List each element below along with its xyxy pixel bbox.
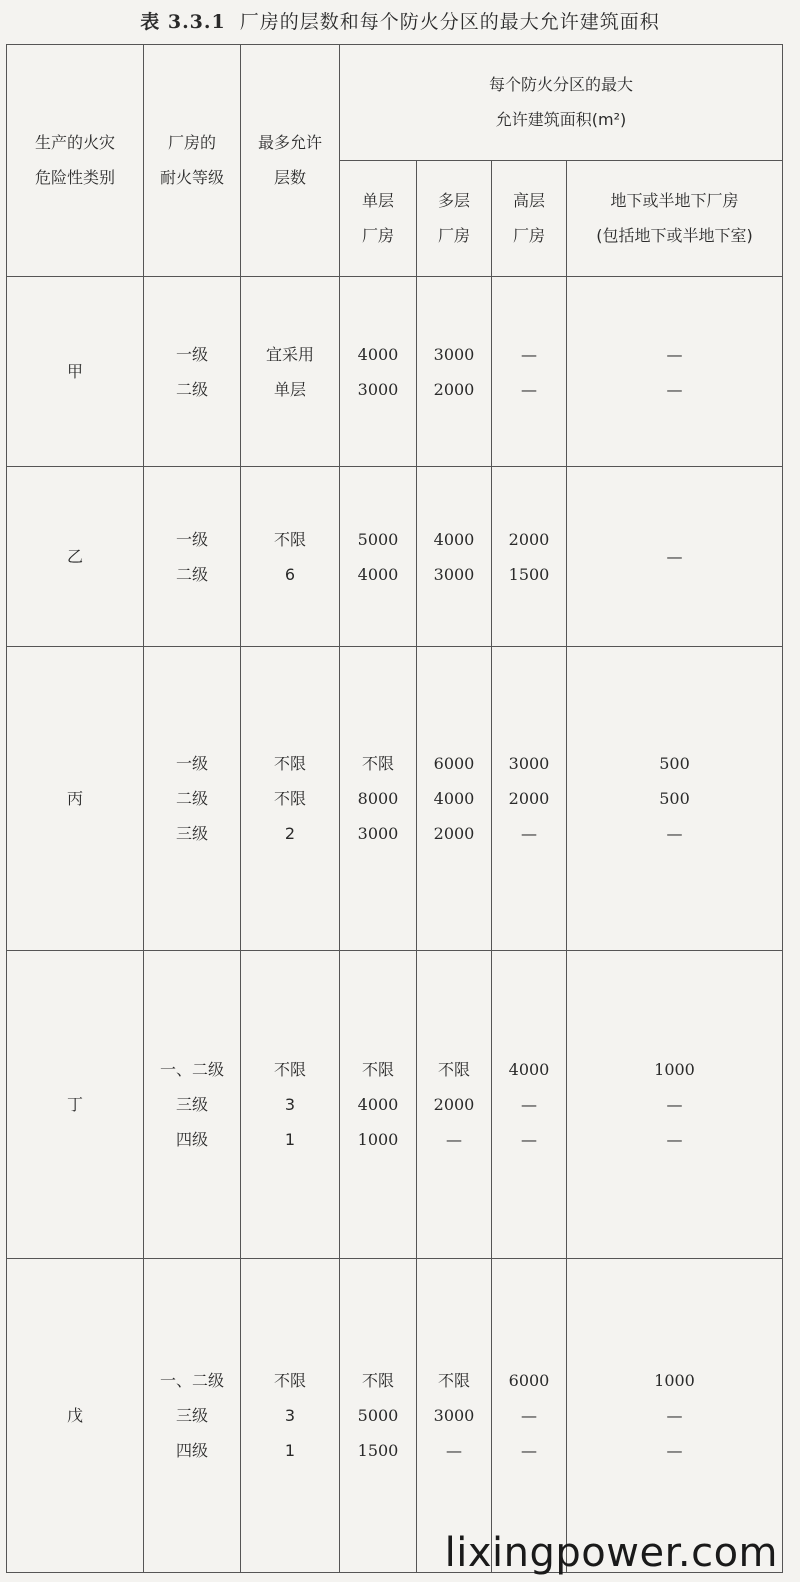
underground-cell: — — — [567, 277, 783, 467]
table-title — [0, 4, 800, 40]
max-floors-cell: 不限 3 1 — [241, 951, 340, 1259]
high-rise-cell: 2000 1500 — [492, 467, 567, 647]
hazard-cell: 丙 — [7, 647, 144, 951]
hazard-cell: 乙 — [7, 467, 144, 647]
table-row — [7, 951, 783, 1259]
high-rise-cell: 3000 2000 — — [492, 647, 567, 951]
multi-storey-cell: 3000 2000 — [417, 277, 492, 467]
fire-rating-cell: 一、二级 三级 四级 — [144, 951, 241, 1259]
underground-cell: 500 500 — — [567, 647, 783, 951]
table-number: 表 3.3.1 — [140, 11, 226, 33]
hazard-cell: 甲 — [7, 277, 144, 467]
high-rise-cell: 6000 — — — [492, 1259, 567, 1573]
table-row — [7, 647, 783, 951]
underground-cell: — — [567, 467, 783, 647]
multi-storey-cell: 不限 2000 — — [417, 951, 492, 1259]
fire-rating-cell: 一、二级 三级 四级 — [144, 1259, 241, 1573]
header-fire-rating: 厂房的 耐火等级 — [144, 45, 241, 277]
max-floors-cell: 不限 不限 2 — [241, 647, 340, 951]
header-high-rise: 高层 厂房 — [492, 161, 567, 277]
single-storey-cell: 不限 5000 1500 — [340, 1259, 417, 1573]
fire-rating-cell: 一级 二级 — [144, 277, 241, 467]
multi-storey-cell: 6000 4000 2000 — [417, 647, 492, 951]
underground-cell: 1000 — — — [567, 951, 783, 1259]
max-floors-cell: 宜采用 单层 — [241, 277, 340, 467]
single-storey-cell: 4000 3000 — [340, 277, 417, 467]
header-single-storey: 单层 厂房 — [340, 161, 417, 277]
multi-storey-cell: 4000 3000 — [417, 467, 492, 647]
single-storey-cell: 不限 8000 3000 — [340, 647, 417, 951]
table-row — [7, 1259, 783, 1573]
high-rise-cell: 4000 — — — [492, 951, 567, 1259]
watermark-text: lixingpower.com — [444, 1530, 778, 1576]
header-multi-storey: 多层 厂房 — [417, 161, 492, 277]
table-caption: 厂房的层数和每个防火分区的最大允许建筑面积 — [239, 11, 660, 33]
fire-rating-cell: 一级 二级 三级 — [144, 647, 241, 951]
max-floors-cell: 不限 3 1 — [241, 1259, 340, 1573]
table-row — [7, 467, 783, 647]
high-rise-cell: — — — [492, 277, 567, 467]
table-row — [7, 277, 783, 467]
multi-storey-cell: 不限 3000 — — [417, 1259, 492, 1573]
single-storey-cell: 5000 4000 — [340, 467, 417, 647]
fire-rating-cell: 一级 二级 — [144, 467, 241, 647]
header-hazard-class: 生产的火灾 危险性类别 — [7, 45, 144, 277]
header-row-1 — [7, 45, 783, 161]
header-underground: 地下或半地下厂房 (包括地下或半地下室) — [567, 161, 783, 277]
fire-compartment-table — [6, 44, 783, 1573]
header-max-area: 每个防火分区的最大 允许建筑面积(m²) — [340, 45, 783, 161]
hazard-cell: 丁 — [7, 951, 144, 1259]
single-storey-cell: 不限 4000 1000 — [340, 951, 417, 1259]
underground-cell: 1000 — — — [567, 1259, 783, 1573]
max-floors-cell: 不限 6 — [241, 467, 340, 647]
header-max-floors: 最多允许 层数 — [241, 45, 340, 277]
hazard-cell: 戊 — [7, 1259, 144, 1573]
